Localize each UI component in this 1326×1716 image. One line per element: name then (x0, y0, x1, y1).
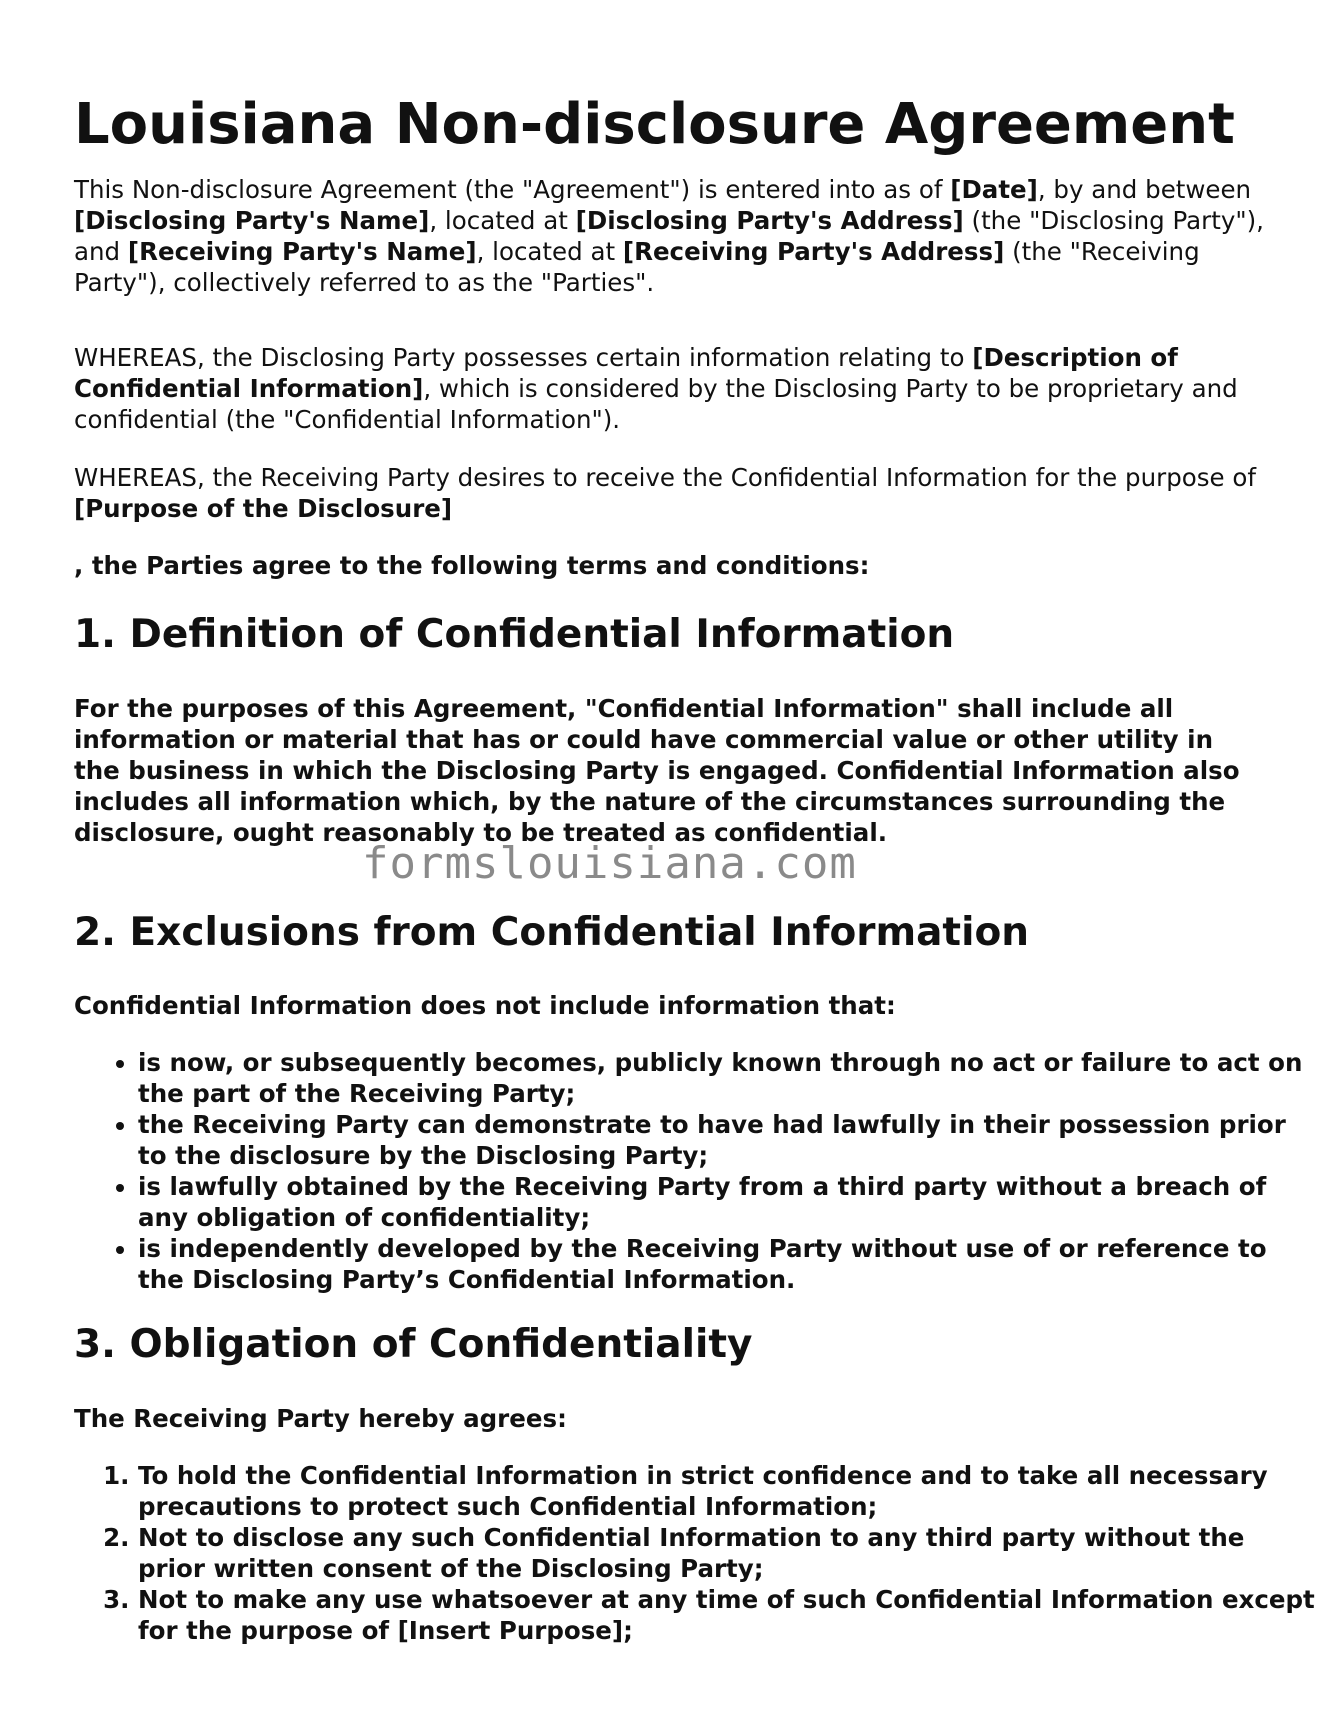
discloser-address-placeholder: [Disclosing Party's Address] (575, 206, 964, 235)
agree-line: , the Parties agree to the following terms and conditions: (74, 551, 870, 580)
whereas-text: WHEREAS, the Disclosing Party possesses certain information relating to (74, 343, 973, 372)
list-item: 1. To hold the Confidential Information in strict confidence and to take all necessary precautions to protect such Confidential Information; (138, 1460, 1318, 1522)
date-placeholder: [Date] (950, 175, 1038, 204)
intro-text: , located at (429, 206, 576, 235)
discloser-name-placeholder: [Disclosing Party's Name] (74, 206, 430, 235)
document-title: Louisiana Non-disclosure Agreement (74, 92, 1235, 157)
section-2-heading: 2. Exclusions from Confidential Information (74, 910, 1030, 955)
section-2-lead: Confidential Information does not include information that: (74, 991, 896, 1020)
intro-paragraph (74, 174, 1264, 298)
exclusions-list (74, 1047, 1318, 1295)
list-item: 2. Not to disclose any such Confidential Information to any third party without the prior written consent of the Disclosing Party; (138, 1522, 1318, 1584)
list-item: 3. Not to make any use whatsoever at any time of such Confidential Information except for the purpose of [Insert Purpose]; (138, 1584, 1318, 1646)
intro-text: , by and between (1037, 175, 1252, 204)
receiver-name-placeholder: [Receiving Party's Name] (127, 237, 477, 266)
whereas-text: , which is considered by the Disclosing Party to be proprietary and confidential (the "Confidential Information"). (74, 374, 1238, 434)
list-item: • is lawfully obtained by the Receiving Party from a third party without a breach of any obligation of confidentiality; (138, 1171, 1318, 1233)
whereas-paragraph-1 (74, 342, 1264, 435)
receiver-address-placeholder: [Receiving Party's Address] (622, 237, 1005, 266)
whereas-text: WHEREAS, the Receiving Party desires to receive the Confidential Information for the purpose of (74, 463, 1256, 492)
section-3-lead: The Receiving Party hereby agrees: (74, 1404, 567, 1433)
list-item: • the Receiving Party can demonstrate to have had lawfully in their possession prior to the disclosure by the Disclosing Party; (138, 1109, 1318, 1171)
intro-text: This Non-disclosure Agreement (the "Agreement") is entered into as of (74, 175, 951, 204)
intro-text: (the "Disclosing Party"), and (74, 206, 1264, 266)
intro-text: , located at (476, 237, 623, 266)
section-1-body: For the purposes of this Agreement, "Confidential Information" shall include all information or material that has or could have commercial value or other utility in the business in which the Disclosing Party is engaged. Confidential Information also includes all information which, by the nature of the circumstances surrounding the disclosure, ought reasonably to be treated as confidential. (74, 694, 1240, 847)
obligations-list (74, 1460, 1318, 1646)
section-3-heading: 3. Obligation of Confidentiality (74, 1322, 753, 1367)
whereas-paragraph-2 (74, 462, 1264, 524)
list-item: • is independently developed by the Receiving Party without use of or reference to the Disclosing Party’s Confidential Information. (138, 1233, 1318, 1295)
watermark-text: formslouisiana.com (362, 838, 857, 889)
description-placeholder: [Description of Confidential Information] (74, 343, 1178, 403)
list-item: • is now, or subsequently becomes, publicly known through no act or failure to act on the part of the Receiving Party; (138, 1047, 1318, 1109)
purpose-placeholder: [Purpose of the Disclosure] (74, 494, 453, 523)
intro-text: (the "Receiving Party"), collectively referred to as the "Parties". (74, 237, 1200, 297)
section-1-heading: 1. Definition of Confidential Information (74, 612, 955, 657)
